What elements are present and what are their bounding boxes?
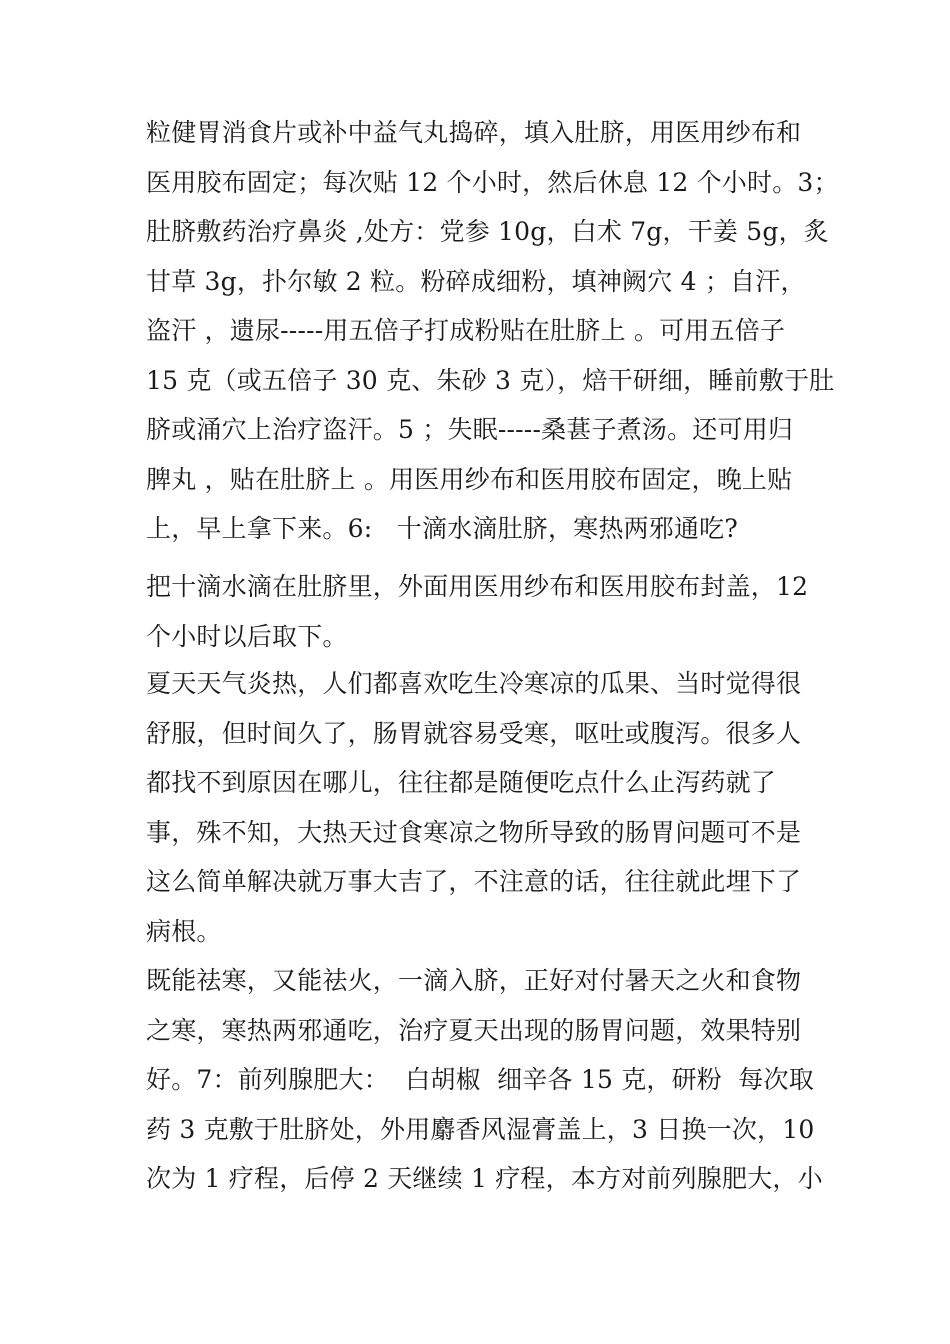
text-line: 都找不到原因在哪儿，往往都是随便吃点什么止泻药就了 — [146, 768, 777, 797]
text-line: 15 克（或五倍子 30 克、朱砂 3 克），焙干研细，睡前敷于肚 — [146, 365, 835, 395]
paragraph-1 — [146, 108, 839, 554]
text-line: 之寒，寒热两邪通吃，治疗夏天出现的肠胃问题，效果特别 — [146, 1015, 802, 1045]
text-line: 药 3 克敷于肚脐处，外用麝香风湿膏盖上，3 日换一次，10 — [146, 1114, 815, 1144]
text-line: 脐或涌穴上治疗盗汗。5 ；失眠-----桑葚子煮汤。还可用归 — [146, 415, 794, 444]
paragraph-3 — [146, 659, 826, 956]
text-line: 肚脐敷药治疗鼻炎 ,处方：党参 10g，白术 7g，干姜 5g，炙 — [146, 217, 829, 246]
text-line: 医用胶布固定；每次贴 12 个小时，然后休息 12 个小时。3； — [146, 167, 839, 197]
text-line: 盗汗 ，遗尿-----用五倍子打成粉贴在肚脐上 。可用五倍子 — [146, 316, 786, 345]
text-line: 脾丸 ，贴在肚脐上 。用医用纱布和医用胶布固定，晚上贴 — [146, 464, 793, 494]
text-line: 把十滴水滴在肚脐里，外面用医用纱布和医用胶布封盖，12 — [146, 572, 809, 601]
text-line: 事，殊不知，大热天过食寒凉之物所导致的肠胃问题可不是 — [146, 817, 802, 847]
text-line: 既能祛寒，又能祛火，一滴入脐，正好对付暑天之火和食物 — [146, 966, 802, 995]
text-line: 舒服，但时间久了，肠胃就容易受寒，呕吐或腹泻。很多人 — [146, 718, 802, 748]
text-line: 这么简单解决就万事大吉了，不注意的话，往往就此埋下了 — [146, 867, 802, 896]
text-line: 夏天天气炎热，人们都喜欢吃生冷寒凉的瓜果、当时觉得很 — [146, 669, 802, 698]
text-line: 上，早上拿下来。6: 十滴水滴肚脐，寒热两邪通吃? — [146, 514, 738, 543]
paragraph-4 — [146, 956, 826, 1204]
text-line: 次为 1 疗程，后停 2 天继续 1 疗程，本方对前列腺肥大，小 — [146, 1164, 823, 1193]
text-line: 病根。 — [146, 916, 222, 946]
text-line: 甘草 3g，扑尔敏 2 粒。粉碎成细粉，填神阙穴 4 ；自汗， — [146, 266, 806, 296]
paragraph-2 — [146, 562, 826, 661]
text-line: 好。7：前列腺肥大： 白胡椒 细辛各 15 克，研粉 每次取 — [146, 1065, 814, 1094]
text-line: 个小时以后取下。 — [146, 621, 348, 651]
text-line: 粒健胃消食片或补中益气丸捣碎，填入肚脐，用医用纱布和 — [146, 118, 802, 147]
